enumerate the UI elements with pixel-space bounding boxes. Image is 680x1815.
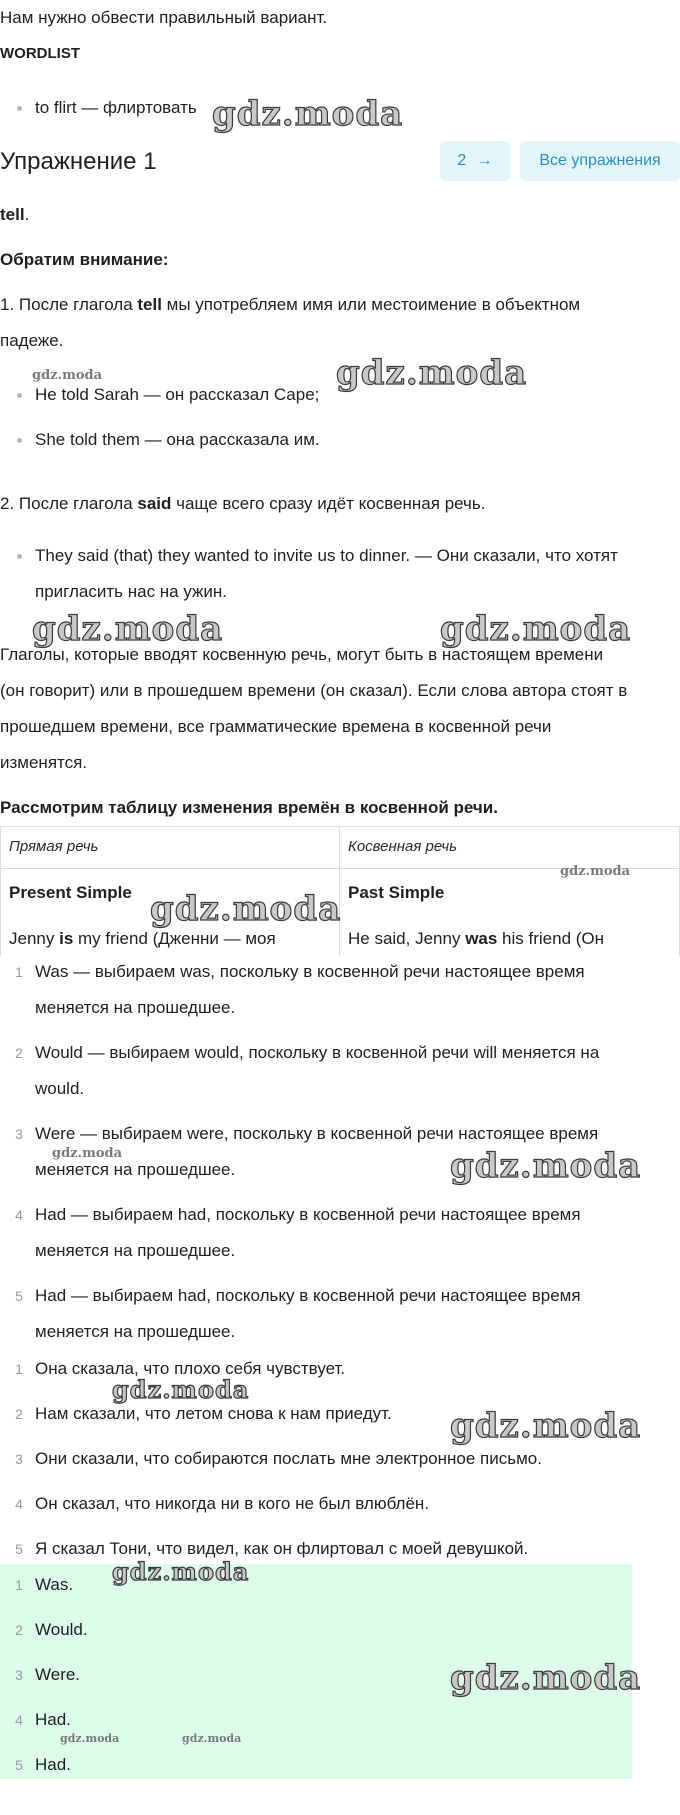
exercise-title: Упражнение 1 [0,148,157,175]
list-bullet [17,554,22,559]
explanation-item-line2: would. [35,1079,85,1098]
watermark: gdz.moda [112,1557,250,1586]
example-item: He told Sarah — он рассказал Саре; [35,385,320,404]
answer-item: Was. [35,1575,74,1594]
answer-item: Had. [35,1710,71,1729]
explanation-item-line2: меняется на прошедшее. [35,1160,236,1179]
list-number: 2 [15,1045,23,1061]
paragraph-line: (он говорит) или в прошедшем времени (он сказал). Если слова автора стоят в [0,681,628,700]
watermark: gdz.moda [450,1406,642,1446]
list-number: 3 [15,1126,23,1142]
table-heading: Рассмотрим таблицу изменения времён в косвенной речи. [0,798,498,817]
example-item-line2: пригласить нас на ужин. [35,582,228,601]
watermark: gdz.moda [560,864,631,879]
watermark: gdz.moda [32,609,224,649]
answer-item: Had. [35,1755,71,1774]
list-number: 4 [15,1712,23,1728]
translation-item: Они сказали, что собираются послать мне электронное письмо. [35,1449,542,1468]
watermark: gdz.moda [60,1732,120,1745]
wordlist-heading: WORDLIST [0,45,80,62]
list-number: 5 [15,1288,23,1304]
watermark: gdz.moda [150,889,342,929]
answer-line: tell. [0,205,30,224]
example-item: She told them — она рассказала им. [35,430,320,449]
list-number: 1 [15,1361,23,1377]
list-number: 3 [15,1667,23,1683]
watermark: gdz.moda [182,1732,242,1745]
translation-item: Я сказал Тони, что видел, как он флиртовал с моей девушкой. [35,1539,529,1558]
next-exercise-button[interactable] [440,141,510,181]
list-bullet [17,438,22,443]
example-item: They said (that) they wanted to invite us to dinner. — Они сказали, что хотят [35,546,618,565]
explanation-item: Had — выбираем had, поскольку в косвенной речи настоящее время [35,1286,581,1305]
table-header-cell [340,827,680,869]
watermark: gdz.moda [112,1375,250,1404]
list-number: 1 [15,964,23,980]
next-exercise-label: 2 [457,152,467,169]
note-heading: Обратим внимание: [0,250,169,269]
list-number: 5 [15,1541,23,1557]
watermark: gdz.moda [212,94,404,134]
table-header-cell [0,827,340,869]
paragraph-line: прошедшем времени, все грамматические времена в косвенной речи [0,717,552,736]
table-cell [340,869,680,956]
example-indirect: He said, Jenny was his friend (Он [348,929,605,948]
list-number: 5 [15,1757,23,1773]
intro-text: Нам нужно обвести правильный вариант. [0,8,328,27]
explanation-item-line2: меняется на прошедшее. [35,1322,236,1341]
list-number: 4 [15,1496,23,1512]
tense-direct: Present Simple [9,883,132,902]
explanation-item-line2: меняется на прошедшее. [35,998,236,1017]
note-paragraph-1: 1. После глагола tell мы употребляем имя или местоимение в объектном [0,295,581,314]
all-exercises-button[interactable]: Все упражнения [520,141,680,181]
paragraph-line: изменятся. [0,753,88,772]
translation-item: Нам сказали, что летом снова к нам приедут. [35,1404,392,1423]
header-indirect-speech: Косвенная речь [348,838,458,855]
answer-item: Would. [35,1620,88,1639]
translation-item: Она сказала, что плохо себя чувствует. [35,1359,346,1378]
watermark: gdz.moda [440,609,632,649]
list-number: 1 [15,1577,23,1593]
list-number: 3 [15,1451,23,1467]
watermark: gdz.moda [336,353,528,393]
list-bullet [17,393,22,398]
list-number: 2 [15,1406,23,1422]
answer-word: tell [0,205,25,224]
watermark: gdz.moda [450,1658,642,1698]
explanation-item: Would — выбираем would, поскольку в косвенной речи will меняется на [35,1043,600,1062]
translation-item: Он сказал, что никогда ни в кого не был влюблён. [35,1494,430,1513]
explanation-item-line2: меняется на прошедшее. [35,1241,236,1260]
list-bullet [17,106,22,111]
list-number: 2 [15,1622,23,1638]
note-paragraph-2: 2. После глагола said чаще всего сразу идёт косвенная речь. [0,494,486,513]
list-number: 4 [15,1207,23,1223]
explanation-item: Had — выбираем had, поскольку в косвенной речи настоящее время [35,1205,581,1224]
watermark: gdz.moda [450,1146,642,1186]
tense-indirect: Past Simple [348,883,445,902]
note-paragraph-1-line2: падеже. [0,331,64,350]
wordlist-item: to flirt — флиртовать [35,98,197,117]
arrow-right-icon: → [476,152,493,169]
answer-item: Were. [35,1665,81,1684]
paragraph-line: Глаголы, которые вводят косвенную речь, могут быть в настоящем времени [0,645,604,664]
example-direct: Jenny is my friend (Дженни — моя [9,929,276,948]
header-direct-speech: Прямая речь [9,838,99,855]
watermark: gdz.moda [52,1146,123,1161]
explanation-item: Were — выбираем were, поскольку в косвенной речи настоящее время [35,1124,599,1143]
watermark: gdz.moda [32,368,103,383]
explanation-item: Was — выбираем was, поскольку в косвенной речи настоящее время [35,962,585,981]
